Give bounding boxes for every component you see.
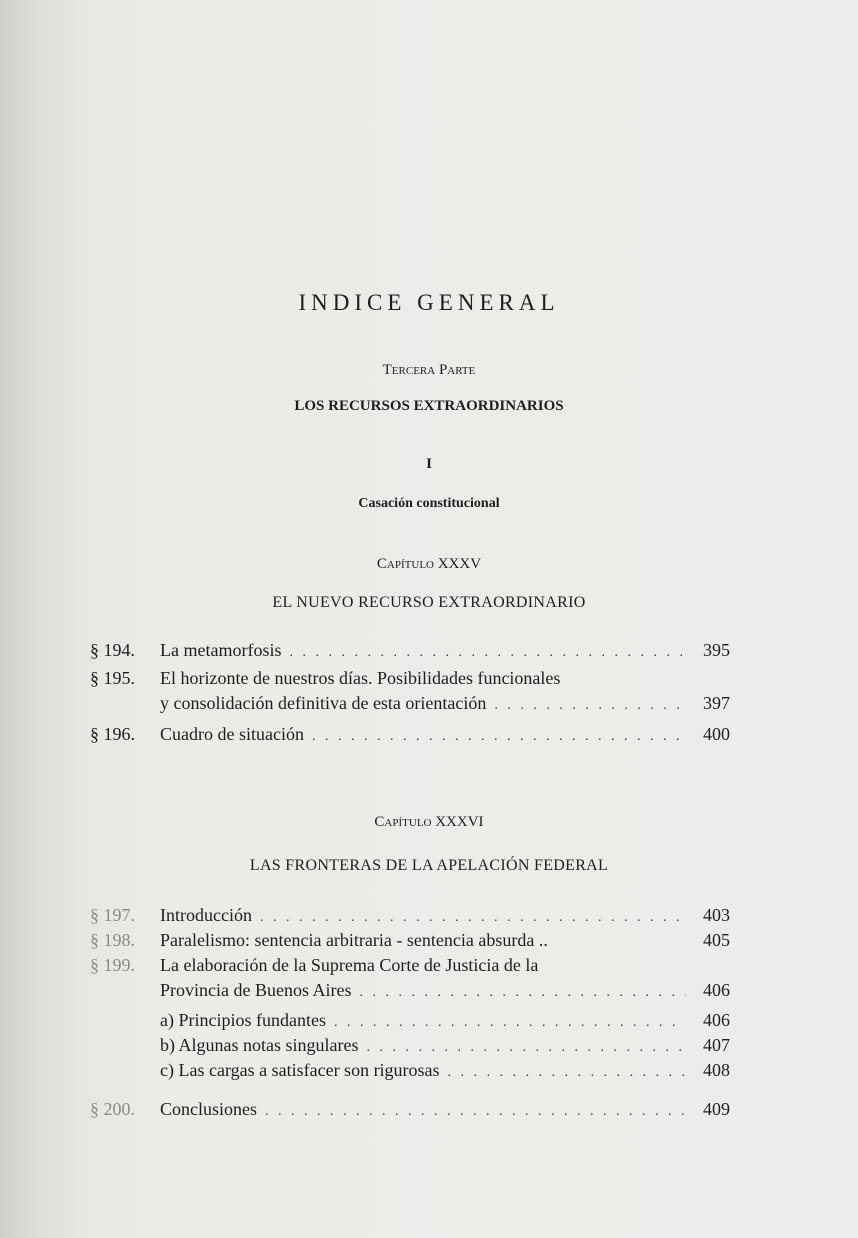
page-number: 406 — [703, 1010, 730, 1030]
leader-dots — [334, 1010, 686, 1035]
entry-text: Paralelismo: sentencia arbitraria - sentencia absurda .. — [160, 930, 548, 950]
page-number: 409 — [703, 1099, 730, 1119]
entry-text: La elaboración de la Suprema Corte de Justicia de la — [160, 955, 539, 975]
page-number: 400 — [703, 724, 730, 744]
toc-entry-200 — [90, 1097, 730, 1124]
toc-entry-195 — [90, 666, 730, 718]
leader-dots — [494, 693, 686, 718]
leader-dots — [359, 980, 686, 1005]
entry-text: Conclusiones — [160, 1099, 257, 1119]
leader-dots — [448, 1060, 686, 1085]
entry-text-continued: Provincia de Buenos Aires — [160, 980, 352, 1000]
leader-dots — [265, 1099, 686, 1124]
entry-text: Introducción — [160, 905, 252, 925]
paragraph-number: § 195. — [90, 668, 135, 688]
toc-entry-198 — [90, 928, 730, 955]
index-title: INDICE GENERAL — [298, 290, 560, 315]
toc-entry-197 — [90, 903, 730, 930]
leader-dots — [260, 905, 686, 930]
page-number: 397 — [703, 693, 730, 713]
toc-subentry-b — [90, 1033, 730, 1060]
part-label: Tercera Parte — [382, 362, 476, 378]
page-number: 407 — [703, 1035, 730, 1055]
section-number: I — [426, 456, 432, 472]
entry-text: a) Principios fundantes — [160, 1010, 326, 1030]
entry-text-continued: y consolidación definitiva de esta orientación — [160, 693, 487, 713]
paragraph-number: § 197. — [90, 905, 135, 925]
chapter-title: EL NUEVO RECURSO EXTRAORDINARIO — [272, 594, 586, 611]
paragraph-number: § 194. — [90, 640, 135, 660]
entry-text: Cuadro de situación — [160, 724, 304, 744]
paragraph-number: § 199. — [90, 955, 135, 975]
chapter-label: Capítulo XXXVI — [374, 814, 484, 830]
page-number: 408 — [703, 1060, 730, 1080]
toc-entry-196 — [90, 722, 730, 749]
toc-entry-199 — [90, 953, 730, 1005]
toc-entry-194 — [90, 638, 730, 665]
paragraph-number: § 198. — [90, 930, 135, 950]
page-number: 403 — [703, 905, 730, 925]
page-number: 405 — [703, 930, 730, 950]
chapter-label: Capítulo XXXV — [376, 556, 482, 572]
leader-dots — [289, 640, 686, 665]
chapter-title: LAS FRONTERAS DE LA APELACIÓN FEDERAL — [249, 857, 609, 874]
entry-text: b) Algunas notas singulares — [160, 1035, 359, 1055]
part-title: LOS RECURSOS EXTRAORDINARIOS — [294, 398, 564, 414]
toc-subentry-a — [90, 1008, 730, 1035]
entry-text: La metamorfosis — [160, 640, 282, 660]
paragraph-number: § 200. — [90, 1099, 135, 1119]
entry-text: c) Las cargas a satisfacer son rigurosas — [160, 1060, 440, 1080]
entry-text: El horizonte de nuestros días. Posibilidades funcionales — [160, 668, 561, 688]
leader-dots — [366, 1035, 686, 1060]
toc-subentry-c — [90, 1058, 730, 1085]
leader-dots — [312, 724, 686, 749]
page-number: 406 — [703, 980, 730, 1000]
paragraph-number: § 196. — [90, 724, 135, 744]
page-number: 395 — [703, 640, 730, 660]
section-title: Casación constitucional — [358, 496, 500, 511]
